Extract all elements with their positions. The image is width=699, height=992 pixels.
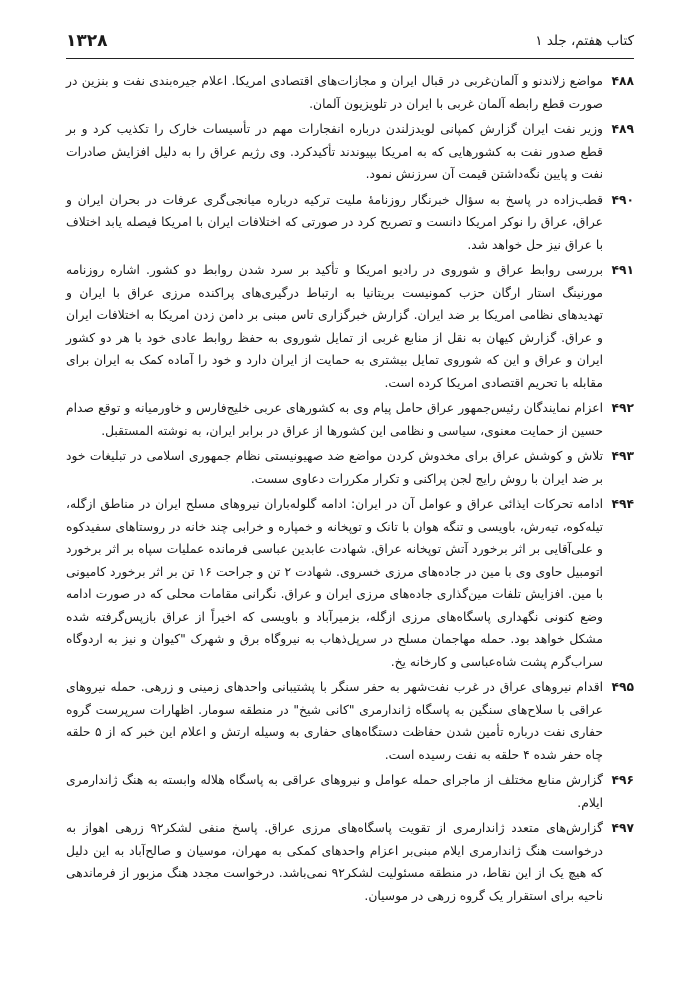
- entry-text: وزیر نفت ایران گزارش کمپانی لویدزلندن درباره انفجارات مهم در تأسیسات خارک را تکذیب کرد و بر قطع صدور نفت به کشورهایی که به امریکا بپیوندند تأکیدکرد. وی رژیم عراق را به دلیل افزایش صادرات نفت و پایین نگه‌داشتن قیمت آن سرزنش نمود.: [66, 122, 603, 181]
- entry-text: بررسی روابط عراق و شوروی در رادیو امریکا و تأکید بر سرد شدن روابط دو کشور. اشاره روزنامه مورنینگ استار ارگان حزب کمونیست بریتانیا به ارتباط درگیری‌های پراکنده مرزی عراق با ایران و تهدیدهای نظامی امریکا بر ضد ایران. گزارش خبرگزاری تاس مبنی بر دامن زدن امریکا به اختلافات ایران و عراق. گزارش کیهان به نقل از منابع غربی از تمایل شوروی به حفظ روابط عادی خود با هر دو کشور ایران و عراق و این که شوروی تمایل بیشتری به حمایت از ایران دارد و خود را آماده کمک به ایران برای مقابله با تحریم اقتصادی امریکا کرده است.: [66, 263, 603, 390]
- entry-492: [66, 397, 634, 442]
- entry-number: ۴۹۱: [611, 263, 634, 277]
- entry-number: ۴۸۹: [611, 122, 634, 136]
- entry-number: ۴۸۸: [611, 74, 634, 88]
- entry-number: ۴۹۵: [611, 680, 634, 694]
- entry-489: [66, 118, 634, 186]
- page-header: [66, 31, 634, 55]
- entry-488: [66, 70, 634, 115]
- entry-text: ادامه تحرکات ایذائی عراق و عوامل آن در ایران: ادامه گلوله‌باران نیروهای مسلح ایران در مناطق ازگله، تیله‌کوه، تیه‌رش، باویسی و تنگه هوان با تانک و توپخانه و خمپاره و خرابی چند خانه در روستاهای سفیدکوه و علی‌آقایی بر اثر برخورد آتش توپخانه عراق. شهادت عابدین عباسی فرمانده عملیات سپاه بر اثر برخورد اتومبیل حاوی وی با مین در جاده‌های مرزی خسروی. شهادت ۲ تن و جراحت ۱۶ تن بر اثر برخورد کامیونی با مین. افزایش تلفات مین‌گذاری جاده‌های مرزی ایران و عراق. نگرانی مقامات محلی که در صورت ادامه وضع کنونی نگهداری پاسگاه‌های مرزی ازگله، بزمیرآباد و باویسی که اخیراً از عراق بازپس‌گرفته شده مشکل خواهد بود. حمله مهاجمان مسلح در سرپل‌ذهاب به نیروگاه برق و شهرک "کیوان و نیز به اردوگاه سراب‌گرم پشت شاه‌عباسی و کارخانه یخ.: [66, 497, 603, 669]
- entry-number: ۴۹۳: [611, 449, 634, 463]
- entry-text: اقدام نیروهای عراق در غرب نفت‌شهر به حفر سنگر با پشتیبانی واحدهای زمینی و زرهی. حمله نیروهای عراقی با سلاح‌های سنگین به پاسگاه ژاندارمری "کانی شیخ" در منطقه سومار. اظهارات سرپرست گروه حفاری نفت درباره تأمین شدن حفاظت دستگاه‌های حفاری به وسیله ارتش و اعلام این خبر که از ۵ حلقه چاه حفر شده ۴ حلقه به نفت رسیده است.: [66, 680, 603, 762]
- entry-number: ۴۹۰: [611, 192, 634, 207]
- header-divider: [66, 58, 634, 59]
- entry-text: گزارش منابع مختلف از ماجرای حمله عوامل و نیروهای عراقی به پاسگاه هلاله وابسته به هنگ ژاندارمری ایلام.: [66, 773, 603, 810]
- book-title: کتاب هفتم، جلد ۱: [535, 33, 634, 49]
- entry-496: [66, 769, 634, 814]
- entry-490: [66, 189, 634, 257]
- entry-text: اعزام نمایندگان رئیس‌جمهور عراق حامل پیام وی به کشورهای عربی خلیج‌فارس و خاورمیانه و توقع صدام حسین از حمایت معنوی، سیاسی و نظامی این کشورها از عراق در برابر ایران، به نوشته المستقبل.: [66, 401, 603, 438]
- entry-495: [66, 676, 634, 766]
- entry-493: [66, 445, 634, 490]
- entry-494: [66, 493, 634, 673]
- entry-text: مواضع زلاندنو و آلمان‌غربی در قبال ایران و مجازات‌های اقتصادی امریکا. اعلام جیره‌بندی نفت و بنزین در صورت قطع رابطه آلمان غربی با ایران در تلویزیون آلمان.: [66, 74, 603, 111]
- entry-number: ۴۹۶: [611, 773, 634, 787]
- entry-list: [66, 70, 634, 910]
- entry-text: گزارش‌های متعدد ژاندارمری از تقویت پاسگاه‌های مرزی عراق. پاسخ منفی لشکر۹۲ زرهی اهواز به درخواست هنگ ژاندارمری ایلام مبنی‌بر اعزام واحدهای کمکی به مهران، موسیان و صالح‌آباد به این دلیل که هیچ یک از این نقاط، در منطقه مسئولیت لشکر۹۲ نمی‌باشد. درخواست مجدد هنگ مزبور از فرماندهی ناحیه برای استقرار یک گروه زرهی در موسیان.: [66, 821, 603, 903]
- entry-text: تلاش و کوشش عراق برای مخدوش کردن مواضع ضد صهیونیستی نظام جمهوری اسلامی در تبلیغات خود بر ضد ایران با روش رایج لجن پراکنی و تکرار مکررات دعاوی سست.: [66, 449, 603, 486]
- page-number: ۱۳۲۸: [66, 31, 108, 51]
- entry-number: ۴۹۲: [611, 401, 634, 415]
- entry-491: [66, 259, 634, 394]
- entry-text: قطب‌زاده در پاسخ به سؤال خبرنگار روزنامهٔ ملیت ترکیه درباره میانجی‌گری عرفات در بحران ایران و عراق، عراق را نوکر امریکا دانست و تصریح کرد در صورتی که اختلافات ایران با امریکا فیصله یابد اختلاف با عراق نیز حل خواهد شد.: [66, 192, 603, 252]
- entry-497: [66, 817, 634, 907]
- entry-number: ۴۹۴: [611, 497, 634, 511]
- entry-number: ۴۹۷: [611, 821, 634, 835]
